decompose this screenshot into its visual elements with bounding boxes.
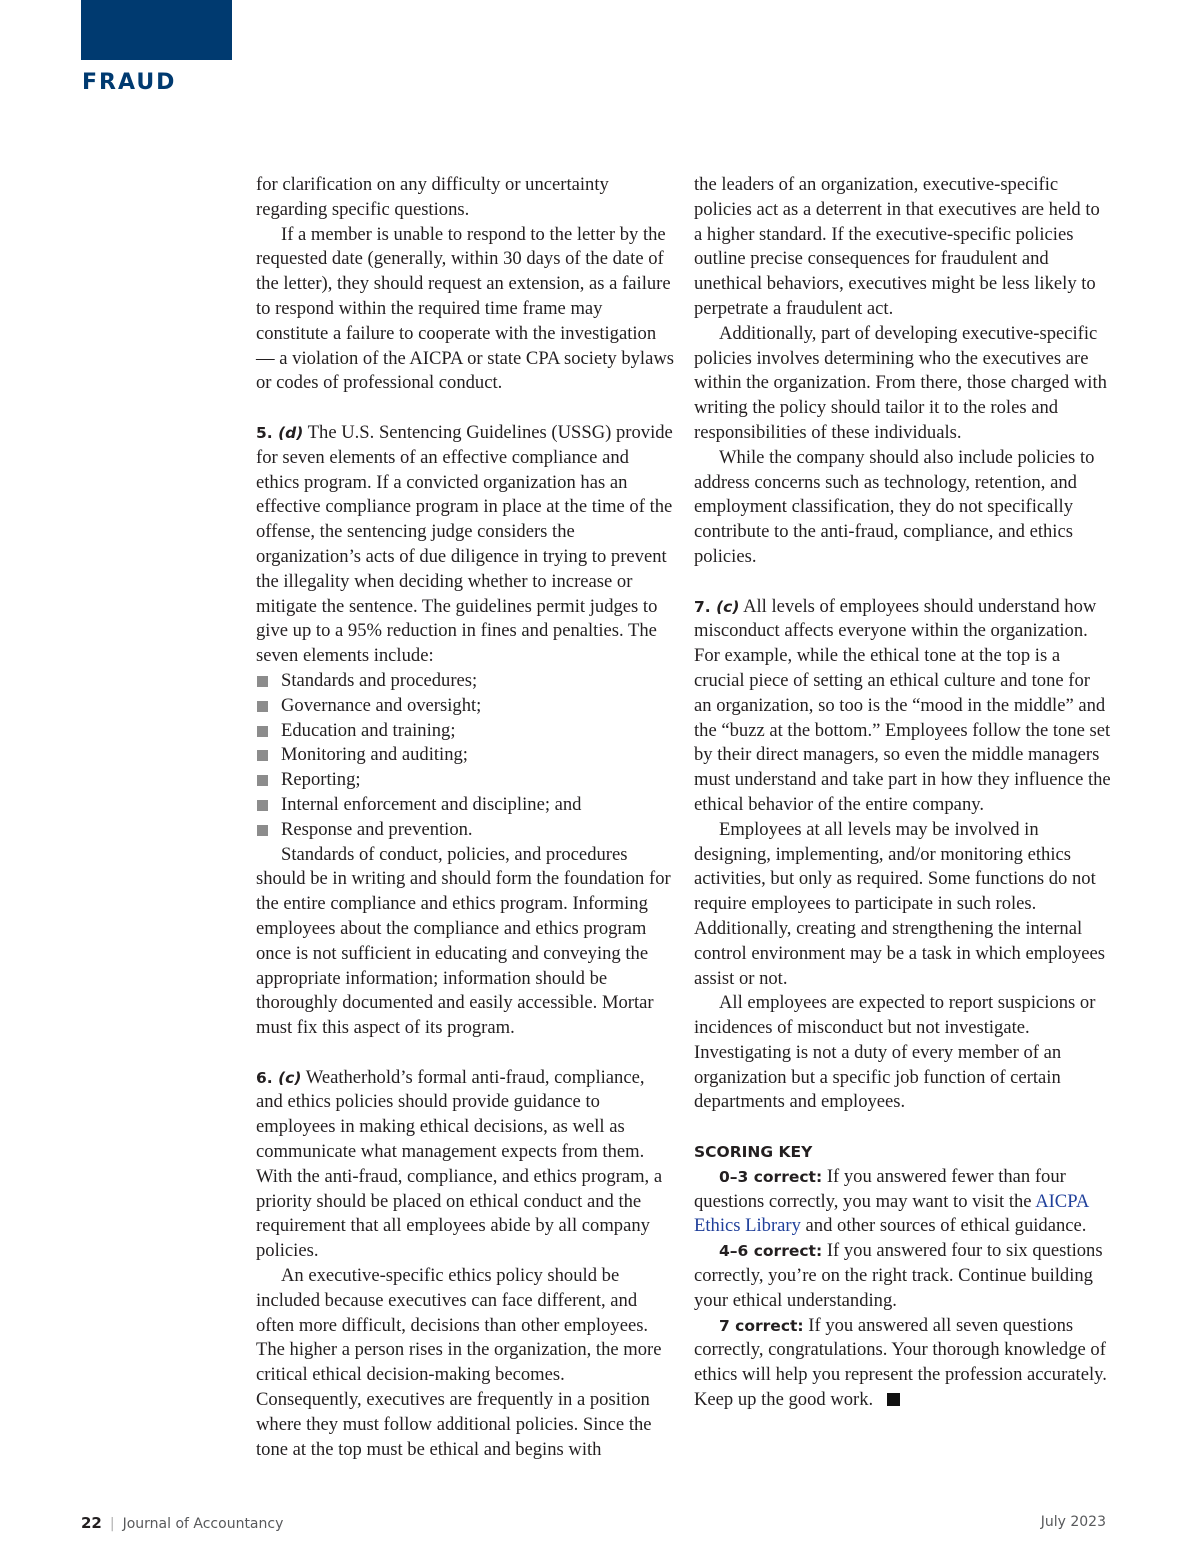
answer-6: 6. (c) Weatherhold’s formal anti-fraud, compliance, and ethics policies should provide guidance to employees in making ethical decisions, as well as communicate what management expects from them. With the anti-fraud, compliance, and ethics program, a priority should be placed on ethical conduct and the requirement that all employees abide by all company policies. <box>256 1066 663 1262</box>
scoring-key-heading: SCORING KEY <box>694 1143 813 1162</box>
paragraph: Additionally, part of developing executive-specific policies involves determining who the executives are within the organization. From there, those charged with writing the policy should tailor it to the roles and responsibilities of these individuals. <box>694 322 1107 443</box>
header-color-bar <box>81 0 232 60</box>
paragraph: An executive-specific ethics policy should be included because executives can face different, and often more difficult, decisions than other employees. The higher a person rises in the organization, the more critical ethical decision-making becomes. Consequently, executives are frequently in a position where they must follow additional policies. Since the tone at the top must be ethical and begins with <box>256 1265 662 1460</box>
square-bullet-icon <box>257 775 268 786</box>
section-label: FRAUD <box>82 70 177 95</box>
square-bullet-icon <box>257 701 268 712</box>
score-range-7: 7 correct: If you answered all seven questions correctly, congratulations. Your thorough knowledge of ethics will help you represent the profession accurately. Keep up the good work. <box>694 1314 1107 1411</box>
paragraph: While the company should also include policies to address concerns such as technology, retention, and employment classification, they do not specifically contribute to the anti-fraud, compliance, and ethics policies. <box>694 446 1095 567</box>
paragraph: All employees are expected to report suspicions or incidences of misconduct but not investigate. Investigating is not a duty of every member of an organization but a specific job function of certain departments and employees. <box>694 992 1096 1113</box>
score-range-0-3: 0–3 correct: If you answered fewer than four questions correctly, you may want to visit the AICPA Ethics Library and other sources of ethical guidance. <box>694 1165 1089 1237</box>
paragraph: the leaders of an organization, executive-specific policies act as a deterrent in that executives are held to a higher standard. If the executive-specific policies outline precise consequences for fraudulent and unethical behaviors, executives might be less likely to perpetrate a fraudulent act. <box>694 174 1100 319</box>
list-item: Monitoring and auditing; <box>256 743 674 768</box>
left-column <box>256 173 674 1462</box>
list-item: Response and prevention. <box>256 818 674 843</box>
elements-list <box>256 669 674 843</box>
square-bullet-icon <box>257 676 268 687</box>
list-item: Governance and oversight; <box>256 694 674 719</box>
paragraph: Standards of conduct, policies, and procedures should be in writing and should form the foundation for the entire compliance and ethics program. Informing employees about the compliance and ethics program once is not sufficient in educating and conveying the appropriate information; information should be thoroughly documented and easily accessible. Mortar must fix this aspect of its program. <box>256 843 671 1039</box>
list-item: Standards and procedures; <box>256 669 674 694</box>
answer-7: 7. (c) All levels of employees should understand how misconduct affects everyone within the organization. For example, while the ethical tone at the top is a crucial piece of setting an ethical culture and tone for an organization, so too is the “mood in the middle” and the “buzz at the bottom.” Employees follow the tone set by their direct managers, so even the middle managers must understand and take part in how they influence the ethical behavior of the entire company. <box>694 595 1111 815</box>
issue-date: July 2023 <box>1040 1514 1106 1530</box>
paragraph: If a member is unable to respond to the letter by the requested date (generally, within 30 days of the date of the letter), they should request an extension, as a failure to respond within the required time frame may constitute a failure to cooperate with the investigation — a violation of the AICPA or state CPA society bylaws or codes of professional conduct. <box>256 223 675 394</box>
square-bullet-icon <box>257 750 268 761</box>
answer-number: 6. (c) <box>256 1068 302 1087</box>
right-column <box>694 173 1112 1413</box>
aicpa-ethics-library-link[interactable]: AICPA Ethics Library <box>694 1190 1089 1237</box>
list-item: Reporting; <box>256 768 674 793</box>
paragraph: for clarification on any difficulty or uncertainty regarding specific questions. <box>256 174 609 220</box>
end-of-article-icon <box>887 1393 900 1406</box>
answer-5: 5. (d) The U.S. Sentencing Guidelines (USSG) provide for seven elements of an effective compliance and ethics program. If a convicted organization has an effective compliance program in place at the time of the offense, the sentencing judge considers the organization’s acts of due diligence in trying to prevent the illegality when deciding whether to increase or mitigate the sentence. The guidelines permit judges to give up to a 95% reduction in fines and penalties. The seven elements include: <box>256 421 673 667</box>
square-bullet-icon <box>257 726 268 737</box>
list-item: Education and training; <box>256 719 674 744</box>
footer-separator: | <box>109 1516 115 1532</box>
answer-number: 5. (d) <box>256 423 304 442</box>
page-number: 22 <box>81 1514 102 1532</box>
square-bullet-icon <box>257 800 268 811</box>
score-range-4-6: 4–6 correct: If you answered four to six questions correctly, you’re on the right track. Continue building your ethical understanding. <box>694 1240 1103 1311</box>
publication-name: Journal of Accountancy <box>122 1516 284 1532</box>
answer-number: 7. (c) <box>694 597 740 616</box>
square-bullet-icon <box>257 825 268 836</box>
paragraph: Employees at all levels may be involved in designing, implementing, and/or monitoring ethics activities, but only as required. Some functions do not require employees to participate in such roles. Additionally, creating and strengthening the internal control environment may be a task in which employees assist or not. <box>694 818 1106 989</box>
page-footer <box>81 1514 1106 1538</box>
list-item: Internal enforcement and discipline; and <box>256 793 674 818</box>
